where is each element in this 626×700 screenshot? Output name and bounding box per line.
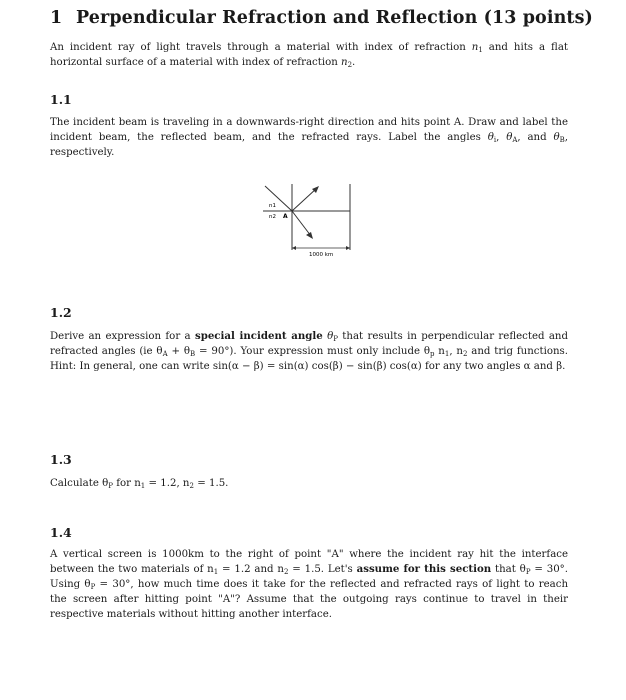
special-angle-bold: special incident angle — [194, 330, 323, 342]
section-title-text: Perpendicular Refraction and Reflection (13 points) — [76, 8, 593, 28]
n1-symbol: n — [471, 42, 479, 53]
s13-text-1: Calculate θ — [50, 478, 109, 489]
section-number: 1 — [50, 8, 63, 28]
s14-text-4: that θ — [491, 564, 526, 575]
theta-i-subscript: i — [493, 136, 497, 144]
s14-sub-2: 2 — [283, 568, 289, 576]
s12-sub-1: 1 — [444, 350, 450, 358]
subsection-1-1-heading: 1.1 — [50, 92, 72, 107]
intro-text-1: An incident ray of light travels through a material with index of refraction — [50, 42, 472, 53]
s12-sub-a: A — [162, 350, 168, 358]
diagram-svg — [255, 178, 365, 260]
s13-sub-1: 1 — [140, 482, 146, 490]
subsection-1-3-heading: 1.3 — [50, 452, 72, 467]
subsection-1-4-heading: 1.4 — [50, 525, 72, 540]
s11-sep-1: , — [496, 132, 507, 143]
intro-text-2: and hits a flat horizontal surface of a material with index of refraction — [50, 42, 568, 68]
s12-theta-p: θ — [322, 331, 334, 342]
subsection-1-3-text — [50, 476, 568, 491]
s12-theta-p-sub: P — [333, 335, 338, 343]
s14-sub-p2: P — [90, 583, 96, 591]
s14-text-2: = 1.2 and n — [218, 564, 284, 575]
point-a-label: A — [283, 213, 288, 220]
refraction-diagram — [255, 178, 365, 260]
theta-i-symbol: θ — [487, 132, 494, 143]
s11-text-2: , respectively. — [50, 132, 569, 158]
assume-bold: assume for this section — [356, 563, 492, 575]
s12-text-1: Derive an expression for a — [50, 331, 195, 342]
intro-paragraph — [50, 40, 568, 70]
theta-b-symbol: θ — [553, 132, 560, 143]
s14-sub-1: 1 — [213, 568, 219, 576]
s11-text-1: The incident beam is traveling in a downwards-right direction and hits point A. Draw and label the incident beam, the reflected beam, and the refracted rays. Label the angles — [50, 117, 568, 143]
subsection-1-1-text — [50, 115, 568, 160]
s12-text-5: = 90°). Your expression must only include θ — [195, 346, 430, 357]
s12-text-7: , n — [449, 346, 463, 357]
subsection-1-2-text — [50, 329, 568, 374]
s12-text-3: that results in perpendicular reflected and refracted angles (ie θ — [50, 331, 568, 357]
reflected-ray — [292, 188, 317, 211]
n2-subscript: 2 — [347, 61, 353, 69]
dimension-arrow-right-icon — [346, 246, 350, 250]
theta-b-subscript: B — [559, 136, 565, 144]
subsection-1-2-heading: 1.2 — [50, 305, 72, 320]
refracted-ray — [292, 211, 311, 236]
s14-text-1: A vertical screen is 1000km to the right of point "A" where the incident ray hit the interface between the two materials of n — [50, 549, 568, 575]
s14-text-5: = 30°. Using θ — [50, 564, 569, 590]
s12-text-4: + θ — [167, 346, 190, 357]
n1-label: n1 — [269, 203, 276, 209]
s12-text-8: and trig functions. Hint: In general, one can write sin(α − β) = sin(α) cos(β) − sin(β) cos(α) for any two angles α and β. — [50, 346, 568, 372]
s12-text-6: n — [434, 346, 445, 357]
theta-a-symbol: θ — [506, 132, 513, 143]
s12-sub-p: p — [429, 350, 435, 358]
s13-sub-2: 2 — [189, 482, 194, 490]
n2-label: n2 — [269, 214, 276, 220]
subsection-1-4-text — [50, 547, 568, 622]
distance-label: 1000 km — [309, 252, 334, 258]
theta-a-subscript: A — [512, 136, 518, 144]
s13-text-4: = 1.5. — [193, 478, 229, 489]
s13-sub-p: P — [108, 482, 113, 490]
s12-sub-2: 2 — [462, 350, 468, 358]
dimension-arrow-left-icon — [292, 246, 296, 250]
refracted-arrowhead-icon — [306, 232, 313, 239]
n1-subscript: 1 — [478, 46, 483, 54]
intro-text-3: . — [352, 57, 356, 68]
s13-text-2: for n — [112, 478, 141, 489]
s14-sub-p1: P — [525, 568, 531, 576]
n2-symbol: n — [341, 57, 348, 68]
s11-sep-2: , and — [517, 132, 554, 143]
s14-text-6: = 30°, how much time does it take for the reflected and refracted rays of light to reach the screen after hitting point "A"? Assume that the outgoing rays continue to travel in their respective materials without hitting another interface. — [50, 579, 569, 620]
s13-text-3: = 1.2, n — [145, 478, 190, 489]
s12-sub-b: B — [189, 350, 196, 358]
s14-text-3: = 1.5. Let's — [288, 564, 357, 575]
section-title — [50, 8, 593, 28]
